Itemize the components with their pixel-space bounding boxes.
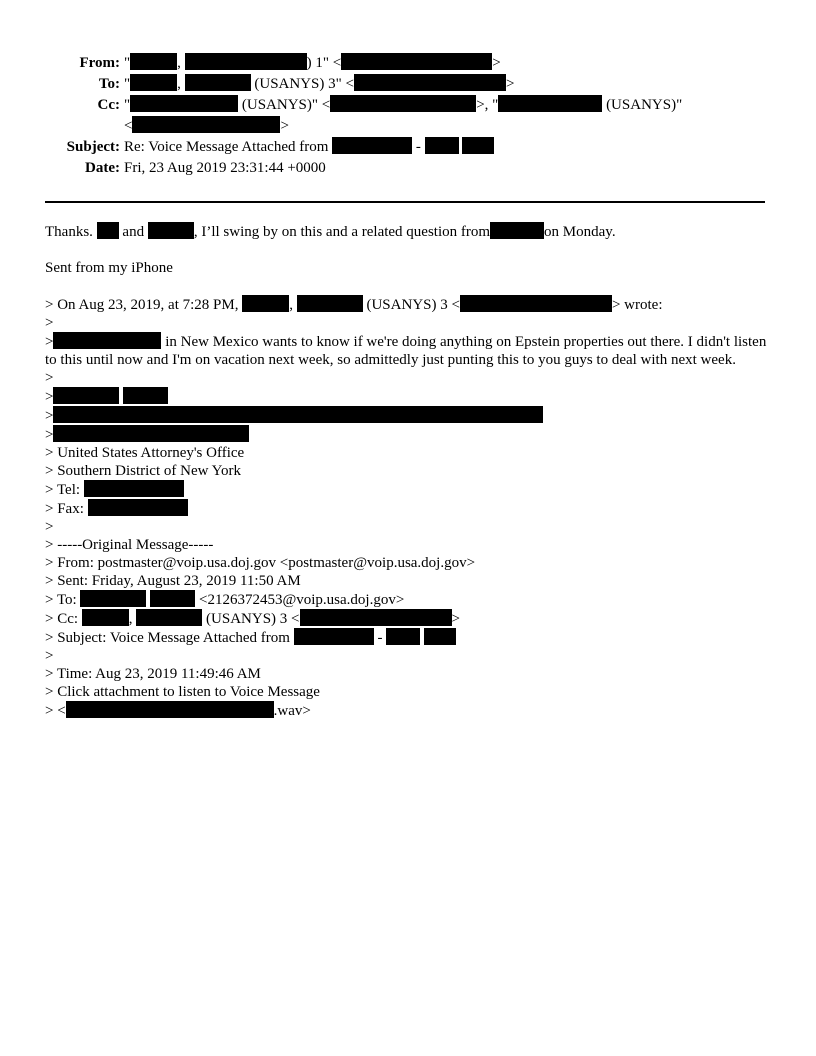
original-to: > To: <2126372453@voip.usa.doj.gov> <box>45 592 405 608</box>
divider <box>45 201 765 203</box>
quote-fax: > Fax: <box>45 499 771 518</box>
quote-office: > United States Attorney's Office <box>45 445 245 461</box>
redaction <box>53 332 161 349</box>
redaction <box>341 53 492 70</box>
redaction <box>148 222 194 239</box>
reply-text: Thanks. and , I’ll swing by on this and a related question from on Monday. <box>45 224 616 240</box>
original-message-marker: > -----Original Message----- <box>45 537 214 553</box>
redaction <box>53 425 249 442</box>
subject-label: Subject: <box>66 139 120 155</box>
subject-value: Re: Voice Message Attached from - <box>124 137 494 158</box>
redaction <box>82 609 129 626</box>
subject-row <box>0 137 816 158</box>
redaction <box>242 295 289 312</box>
original-cc: > Cc: , (USANYS) 3 < > <box>45 611 460 627</box>
quote-line: > <box>45 519 54 535</box>
redaction <box>53 406 543 423</box>
redaction <box>498 95 602 112</box>
redaction <box>300 609 452 626</box>
email-header <box>0 53 816 179</box>
from-row <box>0 53 816 74</box>
redaction <box>386 628 420 645</box>
to-label: To: <box>98 76 120 92</box>
quote-sig-name: > <box>45 387 771 406</box>
original-subject: > Subject: Voice Message Attached from - <box>45 628 771 647</box>
redaction <box>88 499 188 516</box>
redaction <box>425 137 459 154</box>
redaction <box>354 74 506 91</box>
redaction <box>185 74 251 91</box>
cc-value-continued: < > <box>124 118 289 134</box>
quote-message: > in New Mexico wants to know if we're doing anything on Epstein properties out there. I didn't listen to this until now and I'm on vacation next week, so admittedly just punting this to you guys to deal with next week. <box>45 334 767 368</box>
quote-sig-title: > <box>45 406 771 425</box>
cc-value: " (USANYS)" < >, " (USANYS)" <box>124 97 683 113</box>
quote-line: > <box>45 370 54 386</box>
cc-row-continued <box>0 116 816 137</box>
original-from: > From: postmaster@voip.usa.doj.gov <postmaster@voip.usa.doj.gov> <box>45 555 476 571</box>
redaction <box>130 95 238 112</box>
redaction <box>424 628 456 645</box>
date-row <box>0 158 816 179</box>
quote-district: > Southern District of New York <box>45 463 241 479</box>
to-value: " , (USANYS) 3" < > <box>124 76 515 92</box>
redaction <box>130 74 177 91</box>
redaction <box>53 387 119 404</box>
redaction <box>150 590 195 607</box>
date-value: Fri, 23 Aug 2019 23:31:44 +0000 <box>124 160 326 176</box>
redaction <box>185 53 307 70</box>
quote-tel: > Tel: <box>45 480 771 499</box>
quote-line: > <box>45 315 54 331</box>
quote-intro: > On Aug 23, 2019, at 7:28 PM, , (USANYS) 3 < > wrote: <box>45 297 663 313</box>
redaction <box>332 137 412 154</box>
cc-row <box>0 95 816 116</box>
to-row <box>0 74 816 95</box>
redaction <box>80 590 146 607</box>
original-sent: > Sent: Friday, August 23, 2019 11:50 AM <box>45 573 301 589</box>
redaction <box>123 387 168 404</box>
redaction <box>97 222 119 239</box>
signature: Sent from my iPhone <box>45 260 173 276</box>
email-body <box>45 222 771 720</box>
redaction <box>462 137 494 154</box>
from-label: From: <box>79 55 120 71</box>
redaction <box>460 295 612 312</box>
cc-label: Cc: <box>97 97 120 113</box>
redaction <box>136 609 202 626</box>
date-label: Date: <box>85 160 120 176</box>
redaction <box>130 53 177 70</box>
quote-line: > <box>45 648 54 664</box>
from-value: " , ) 1" < > <box>124 55 501 71</box>
redaction <box>330 95 476 112</box>
original-click-note: > Click attachment to listen to Voice Message <box>45 684 320 700</box>
redaction <box>66 701 274 718</box>
quote-sig-email: > <box>45 425 771 444</box>
redaction <box>294 628 374 645</box>
original-attachment: > < .wav> <box>45 703 311 719</box>
redaction <box>132 116 280 133</box>
redaction <box>84 480 184 497</box>
original-time: > Time: Aug 23, 2019 11:49:46 AM <box>45 666 261 682</box>
redaction <box>297 295 363 312</box>
redaction <box>490 222 544 239</box>
